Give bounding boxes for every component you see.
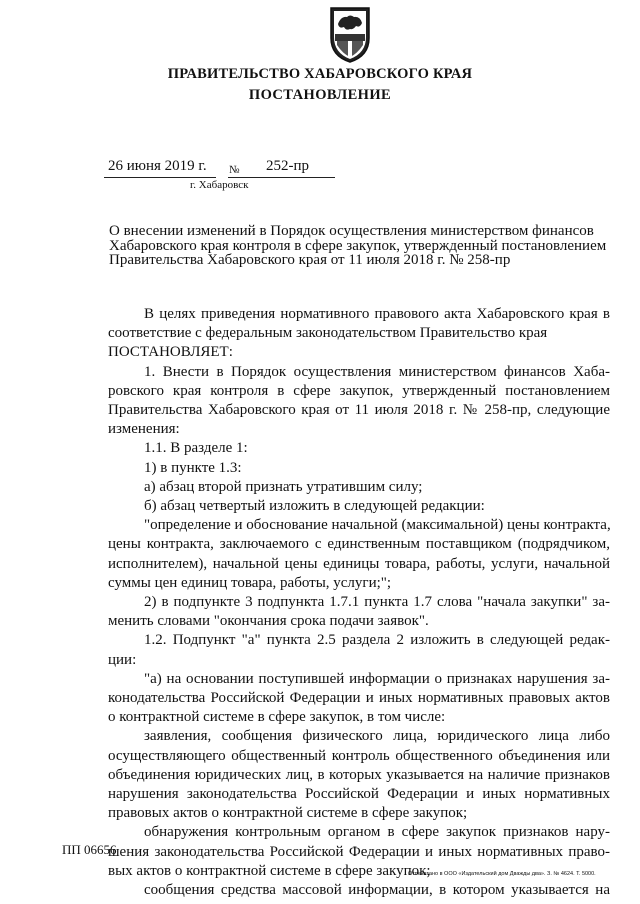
- body-line: 2) в подпункте 3 подпункта 1.7.1 пункта 1.7 слова "начала закупки" за-: [144, 594, 610, 611]
- body-line: ции:: [108, 651, 137, 668]
- body-line: Правительства Хабаровского края от 11 июля 2018 г. № 258-пр, следующие: [108, 402, 610, 419]
- body-line: правовых актов о контрактной системе в сфере закупок;: [108, 805, 468, 822]
- document-body: [108, 305, 610, 900]
- document-type-heading: ПОСТАНОВЛЕНИЕ: [248, 87, 392, 103]
- body-line: 1.2. Подпункт "а" пункта 2.5 раздела 2 изложить в следующей редак-: [144, 632, 610, 649]
- body-line: суммы цен единиц товара, работы, услуги;";: [108, 574, 392, 591]
- body-line: В целях приведения нормативного правового акта Хабаровского края в: [144, 306, 610, 322]
- body-line: заявления, сообщения физического лица, юридического лица либо: [144, 728, 610, 745]
- body-line: осуществляющего общественный контроль общественного объединения или: [108, 747, 610, 764]
- document-date: 26 июня 2019 г.: [108, 158, 207, 174]
- body-line: менить словами "окончания срока подачи заявок".: [108, 613, 429, 630]
- title-line: Правительства Хабаровского края от 11 июля 2018 г. № 258-пр: [109, 252, 511, 268]
- government-heading: ПРАВИТЕЛЬСТВО ХАБАРОВСКОГО КРАЯ: [167, 66, 473, 82]
- date-underline: [104, 177, 216, 178]
- body-line: шения законодательства Российской Федерации и иных нормативных право-: [108, 843, 610, 860]
- body-line: ПОСТАНОВЛЯЕТ:: [108, 344, 233, 361]
- city-name: г. Хабаровск: [190, 179, 249, 191]
- body-line: б) абзац четвертый изложить в следующей редакции:: [144, 498, 485, 515]
- body-line: соответствие с федеральным законодательством Правительство края: [108, 325, 548, 342]
- body-line: конодательства Российской Федерации и иных нормативных правовых актов: [108, 690, 610, 707]
- coat-of-arms-emblem: [327, 4, 373, 64]
- printer-imprint: Отпечатано в ООО «Издательский дом Дважды два». З. № 4624. Т. 5000.: [408, 871, 596, 877]
- body-line: сообщения средства массовой информации, в котором указывается на: [144, 882, 610, 899]
- body-line: обнаружения контрольным органом в сфере закупок признаков нару-: [144, 824, 610, 841]
- title-line: О внесении изменений в Порядок осуществления министерством финансов: [109, 223, 594, 239]
- body-line: о контрактной системе в сфере закупок, в том числе:: [108, 709, 446, 726]
- document-number: 252-пр: [266, 158, 310, 174]
- body-line: объединения юридических лиц, в которых указывается на наличие признаков: [108, 766, 610, 783]
- body-line: исполнителем), начальной цены единицы товара, работы, услуги, начальной: [108, 555, 610, 572]
- title-line: Хабаровского края контроля в сфере закупок, утвержденный постановлением: [109, 237, 607, 254]
- body-line: вых актов о контрактной системе в сфере закупок;: [108, 862, 431, 879]
- body-line: цены контракта, заключаемого с единственным поставщиком (подрядчиком,: [108, 536, 610, 553]
- document-title: [109, 224, 609, 268]
- body-line: 1) в пункте 1.3:: [144, 459, 242, 476]
- body-line: изменения:: [108, 421, 180, 438]
- document-code: ПП 06656: [62, 842, 117, 857]
- body-line: нарушения законодательства Российской Федерации и иных нормативных: [108, 786, 610, 803]
- number-sign: №: [229, 164, 240, 176]
- body-line: ровского края контроля в сфере закупок, утвержденный постановлением: [108, 382, 610, 399]
- body-line: а) абзац второй признать утратившим силу;: [144, 478, 423, 495]
- body-line: 1.1. В разделе 1:: [144, 440, 248, 457]
- body-line: 1. Внести в Порядок осуществления министерством финансов Хаба-: [144, 363, 610, 380]
- body-line: "а) на основании поступившей информации о признаках нарушения за-: [144, 670, 610, 687]
- body-line: "определение и обоснование начальной (максимальной) цены контракта,: [144, 517, 611, 534]
- number-underline: [228, 177, 335, 178]
